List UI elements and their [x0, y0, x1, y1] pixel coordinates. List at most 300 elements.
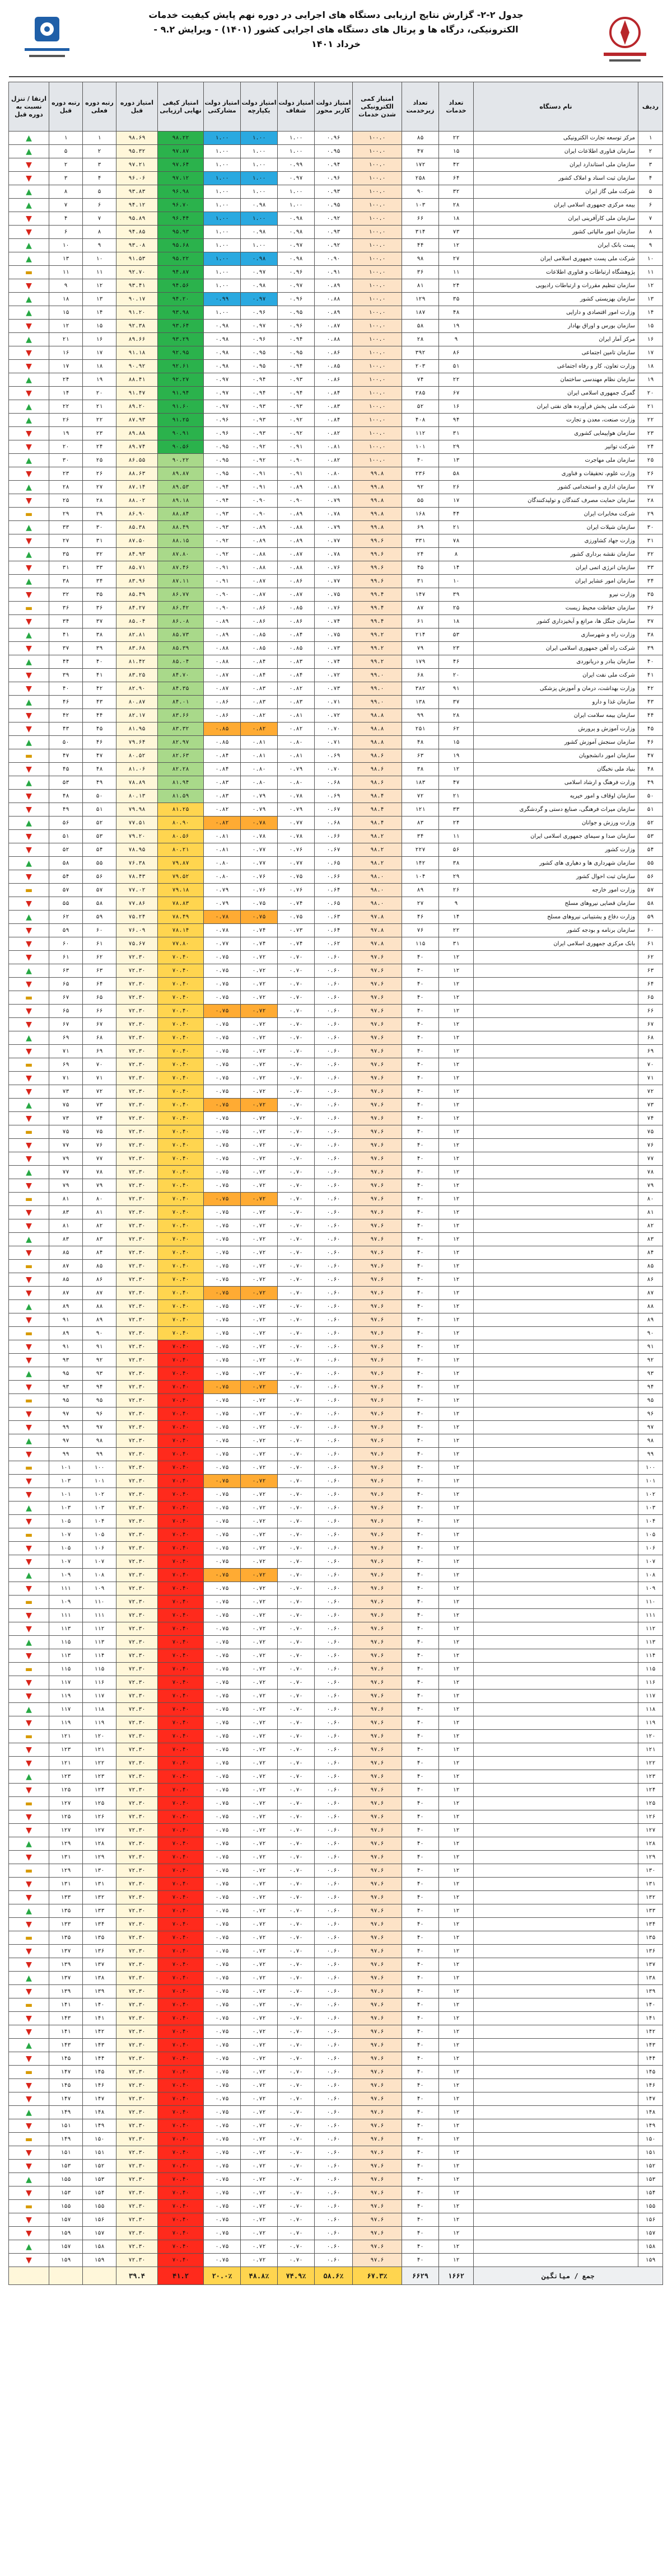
cell-sub-services-count: ۴۰	[402, 1703, 439, 1716]
cell-participatory-score: ۰.۷۵	[204, 1327, 241, 1340]
cell-user-score: ۰.۸۹	[315, 306, 353, 320]
cell-previous-rank: ۴۳	[49, 722, 83, 736]
cell-previous-rank: ۹۷	[49, 1407, 83, 1421]
cell-previous-score: ۷۲.۳۰	[116, 1031, 158, 1045]
cell-integrated-score: ۰.۷۲	[241, 1018, 278, 1031]
cell-sub-services-count: ۴۰	[402, 1797, 439, 1810]
cell-services-count: ۱۲	[439, 2092, 474, 2106]
cell-current-rank: ۱۹	[83, 373, 116, 387]
table-row	[9, 1810, 663, 1824]
cell-final-score: ۷۰.۴۰	[158, 1730, 204, 1743]
rank-same-icon: ▬	[25, 2000, 33, 2010]
cell-final-score: ۷۰.۴۰	[158, 2133, 204, 2146]
cell-participatory-score: ۰.۷۵	[204, 1810, 241, 1824]
cell-participatory-score: ۰.۷۵	[204, 1354, 241, 1367]
cell-user-score: ۰.۶۰	[315, 1058, 353, 1072]
cell-previous-rank: ۶۱	[49, 951, 83, 964]
cell-transparent-score: ۰.۷۰	[278, 1824, 315, 1837]
col-previous-rank: رتبه دوره قبل	[49, 82, 83, 132]
cell-sub-services-count: ۴۰	[402, 2025, 439, 2039]
rank-up-arrow-icon: ▲	[26, 778, 32, 787]
cell-rank-change	[9, 1045, 49, 1058]
cell-previous-rank: ۱۰۱	[49, 1488, 83, 1502]
cell-current-rank: ۳۹	[83, 642, 116, 655]
cell-previous-rank: ۴۹	[49, 803, 83, 817]
cell-previous-rank: ۹۵	[49, 1394, 83, 1407]
cell-participatory-score: ۰.۷۵	[204, 1945, 241, 1958]
cell-previous-score: ۷۷.۵۱	[116, 817, 158, 830]
cell-quant-score: ۹۸.۶	[353, 763, 402, 776]
cell-participatory-score: ۰.۷۵	[204, 964, 241, 978]
cell-quant-score: ۱۰۰.۰	[353, 226, 402, 239]
cell-quant-score: ۱۰۰.۰	[353, 212, 402, 226]
cell-transparent-score: ۰.۷۰	[278, 1649, 315, 1663]
cell-final-score: ۸۵.۷۳	[158, 628, 204, 642]
cell-transparent-score: ۱.۰۰	[278, 185, 315, 199]
cell-previous-rank: ۷۳	[49, 1112, 83, 1125]
cell-organization-name	[474, 1112, 638, 1125]
cell-previous-rank: ۱۴۱	[49, 2025, 83, 2039]
cell-previous-rank: ۱۲	[49, 320, 83, 333]
table-row	[9, 1569, 663, 1582]
cell-participatory-score: ۰.۸۶	[204, 709, 241, 722]
cell-integrated-score: ۰.۷۸	[241, 830, 278, 843]
cell-user-score: ۰.۶۷	[315, 843, 353, 857]
cell-previous-rank: ۸۷	[49, 1287, 83, 1300]
cell-row-number: ۱۵۹	[638, 2254, 663, 2267]
cell-transparent-score: ۰.۹۷	[278, 279, 315, 293]
cell-previous-rank: ۱۱۱	[49, 1582, 83, 1596]
cell-services-count: ۲۱	[439, 790, 474, 803]
cell-quant-score: ۹۸.۸	[353, 736, 402, 749]
cell-current-rank: ۵۶	[83, 870, 116, 884]
table-row	[9, 1784, 663, 1797]
cell-integrated-score: ۱.۰۰	[241, 158, 278, 172]
cell-services-count: ۶۷	[439, 387, 474, 400]
cell-row-number: ۱۰۲	[638, 1488, 663, 1502]
cell-quant-score: ۱۰۰.۰	[353, 132, 402, 145]
cell-row-number: ۱۱۲	[638, 1622, 663, 1636]
cell-current-rank: ۲۰	[83, 387, 116, 400]
cell-transparent-score: ۰.۷۰	[278, 2240, 315, 2254]
cell-quant-score: ۹۸.۸	[353, 709, 402, 722]
cell-user-score: ۰.۶۰	[315, 991, 353, 1005]
cell-current-rank: ۷۱	[83, 1072, 116, 1085]
cell-sub-services-count: ۳۸	[402, 763, 439, 776]
cell-organization-name: وزارت جهاد کشاورزی	[474, 534, 638, 548]
cell-organization-name	[474, 2025, 638, 2039]
cell-row-number: ۱۴۲	[638, 2025, 663, 2039]
cell-transparent-score: ۰.۷۰	[278, 1381, 315, 1394]
cell-transparent-score: ۰.۷۰	[278, 1273, 315, 1287]
cell-services-count: ۱۲	[439, 1891, 474, 1904]
cell-current-rank: ۹۲	[83, 1354, 116, 1367]
cell-sub-services-count: ۴۰	[402, 1998, 439, 2012]
cell-final-score: ۷۰.۴۰	[158, 1475, 204, 1488]
cell-previous-score: ۷۲.۳۰	[116, 1703, 158, 1716]
cell-participatory-score: ۰.۸۱	[204, 843, 241, 857]
cell-sub-services-count: ۴۰	[402, 1891, 439, 1904]
cell-quant-score: ۱۰۰.۰	[353, 239, 402, 252]
cell-row-number: ۶	[638, 199, 663, 212]
cell-integrated-score: ۱.۰۰	[241, 212, 278, 226]
cell-transparent-score: ۰.۷۰	[278, 1716, 315, 1730]
cell-sub-services-count: ۴۰	[402, 1448, 439, 1461]
cell-final-score: ۷۰.۴۰	[158, 1219, 204, 1233]
cell-sub-services-count: ۴۶	[402, 911, 439, 924]
cell-sub-services-count: ۱۸۷	[402, 306, 439, 320]
rank-up-arrow-icon: ▲	[26, 2040, 32, 2050]
cell-previous-score: ۷۲.۳۰	[116, 1596, 158, 1609]
cell-row-number: ۱۰۷	[638, 1555, 663, 1569]
cell-participatory-score: ۰.۸۸	[204, 642, 241, 655]
cell-participatory-score: ۰.۷۵	[204, 1367, 241, 1381]
totals-participatory: ۲۰.۰٪	[204, 2267, 241, 2285]
cell-rank-change	[9, 346, 49, 360]
cell-sub-services-count: ۴۰	[402, 1166, 439, 1179]
table-row	[9, 521, 663, 534]
cell-participatory-score: ۰.۷۵	[204, 2012, 241, 2025]
table-row	[9, 1931, 663, 1945]
cell-current-rank: ۶۱	[83, 937, 116, 951]
cell-quant-score: ۹۷.۶	[353, 1273, 402, 1287]
cell-organization-name	[474, 1958, 638, 1972]
cell-previous-score: ۷۲.۳۰	[116, 1313, 158, 1327]
cell-integrated-score: ۰.۷۲	[241, 2160, 278, 2173]
rank-down-arrow-icon: ▼	[26, 227, 32, 237]
cell-services-count: ۵۱	[439, 360, 474, 373]
cell-rank-change	[9, 1663, 49, 1676]
cell-participatory-score: ۰.۹۰	[204, 588, 241, 602]
cell-transparent-score: ۰.۷۰	[278, 2039, 315, 2052]
cell-final-score: ۸۶.۷۷	[158, 588, 204, 602]
cell-previous-score: ۸۰.۵۲	[116, 749, 158, 763]
cell-transparent-score: ۰.۹۵	[278, 346, 315, 360]
cell-services-count: ۱۷	[439, 494, 474, 508]
cell-current-rank: ۴۱	[83, 669, 116, 682]
cell-current-rank: ۸۲	[83, 1219, 116, 1233]
cell-previous-rank: ۷۹	[49, 1179, 83, 1193]
table-row	[9, 293, 663, 306]
cell-previous-score: ۸۸.۰۲	[116, 494, 158, 508]
cell-user-score: ۰.۷۵	[315, 588, 353, 602]
cell-previous-rank: ۹۹	[49, 1421, 83, 1434]
cell-services-count: ۱۲	[439, 1515, 474, 1528]
cell-rank-change	[9, 1179, 49, 1193]
cell-services-count: ۵۳	[439, 628, 474, 642]
cell-rank-change	[9, 548, 49, 561]
table-row	[9, 1206, 663, 1219]
cell-sub-services-count: ۴۰	[402, 951, 439, 964]
rank-down-arrow-icon: ▼	[26, 899, 32, 908]
cell-rank-change	[9, 1005, 49, 1018]
cell-integrated-score: ۰.۷۲	[241, 1743, 278, 1757]
table-row	[9, 1663, 663, 1676]
cell-services-count: ۲۸	[439, 709, 474, 722]
rank-up-arrow-icon: ▲	[26, 133, 32, 143]
cell-row-number: ۱۱۳	[638, 1636, 663, 1649]
cell-previous-rank: ۱۳۵	[49, 1904, 83, 1918]
rank-down-arrow-icon: ▼	[26, 1691, 32, 1701]
cell-current-rank: ۵۰	[83, 790, 116, 803]
cell-sub-services-count: ۲۰۳	[402, 360, 439, 373]
cell-previous-score: ۷۲.۳۰	[116, 2213, 158, 2227]
cell-previous-score: ۷۲.۳۰	[116, 1931, 158, 1945]
cell-quant-score: ۹۷.۶	[353, 1716, 402, 1730]
cell-user-score: ۰.۷۲	[315, 669, 353, 682]
cell-sub-services-count: ۷۴	[402, 373, 439, 387]
cell-final-score: ۹۲.۶۱	[158, 360, 204, 373]
cell-row-number: ۳۱	[638, 534, 663, 548]
cell-sub-services-count: ۳۱	[402, 575, 439, 588]
cell-sub-services-count: ۴۰	[402, 1018, 439, 1031]
rank-down-arrow-icon: ▼	[26, 1758, 32, 1768]
cell-current-rank: ۱	[83, 132, 116, 145]
table-row	[9, 1313, 663, 1327]
cell-previous-score: ۷۲.۳۰	[116, 1649, 158, 1663]
cell-previous-score: ۷۲.۳۰	[116, 1112, 158, 1125]
cell-quant-score: ۱۰۰.۰	[353, 279, 402, 293]
cell-rank-change	[9, 1797, 49, 1810]
rank-down-arrow-icon: ▼	[26, 1893, 32, 1902]
cell-services-count: ۱۴	[439, 911, 474, 924]
cell-sub-services-count: ۴۰	[402, 1690, 439, 1703]
rank-down-arrow-icon: ▼	[26, 2161, 32, 2171]
cell-current-rank: ۵۷	[83, 884, 116, 897]
cell-sub-services-count: ۴۰	[402, 1958, 439, 1972]
cell-rank-change	[9, 1072, 49, 1085]
cell-services-count: ۲۰	[439, 669, 474, 682]
cell-final-score: ۸۱.۹۴	[158, 776, 204, 790]
cell-services-count: ۳۳	[439, 803, 474, 817]
cell-participatory-score: ۰.۹۰	[204, 602, 241, 615]
cell-rank-change	[9, 1058, 49, 1072]
cell-row-number: ۲۸	[638, 494, 663, 508]
cell-participatory-score: ۰.۷۵	[204, 1622, 241, 1636]
cell-organization-name	[474, 1488, 638, 1502]
cell-integrated-score: ۰.۷۲	[241, 1246, 278, 1260]
cell-transparent-score: ۰.۷۰	[278, 1085, 315, 1099]
cell-integrated-score: ۰.۷۲	[241, 1287, 278, 1300]
cell-participatory-score: ۰.۹۳	[204, 521, 241, 534]
table-row	[9, 226, 663, 239]
cell-transparent-score: ۱.۰۰	[278, 199, 315, 212]
cell-final-score: ۹۷.۶۴	[158, 158, 204, 172]
cell-participatory-score: ۰.۷۵	[204, 1340, 241, 1354]
cell-quant-score: ۹۷.۶	[353, 1488, 402, 1502]
cell-services-count: ۱۲	[439, 1985, 474, 1998]
table-row	[9, 1690, 663, 1703]
table-row	[9, 320, 663, 333]
cell-previous-rank: ۱۲۹	[49, 1864, 83, 1878]
cell-quant-score: ۹۸.۶	[353, 749, 402, 763]
cell-quant-score: ۹۹.۸	[353, 467, 402, 481]
cell-services-count: ۱۲	[439, 1246, 474, 1260]
cell-rank-change	[9, 897, 49, 911]
cell-sub-services-count: ۴۰	[402, 1596, 439, 1609]
cell-previous-rank: ۸۷	[49, 1260, 83, 1273]
cell-organization-name: سازمان امور مالیاتی کشور	[474, 226, 638, 239]
cell-current-rank: ۶	[83, 199, 116, 212]
cell-final-score: ۷۰.۴۰	[158, 1381, 204, 1394]
table-row	[9, 306, 663, 320]
cell-previous-rank: ۱۵۱	[49, 2146, 83, 2160]
cell-participatory-score: ۰.۷۵	[204, 1112, 241, 1125]
cell-previous-score: ۷۲.۳۰	[116, 1851, 158, 1864]
cell-previous-rank: ۴۲	[49, 709, 83, 722]
cell-organization-name	[474, 1421, 638, 1434]
cell-current-rank: ۸	[83, 226, 116, 239]
table-row	[9, 857, 663, 870]
table-row	[9, 682, 663, 696]
cell-integrated-score: ۰.۷۲	[241, 1193, 278, 1206]
cell-transparent-score: ۰.۷۵	[278, 870, 315, 884]
cell-services-count: ۱۱	[439, 266, 474, 279]
cell-row-number: ۱۵۷	[638, 2227, 663, 2240]
cell-final-score: ۷۰.۴۰	[158, 1313, 204, 1327]
cell-sub-services-count: ۴۰	[402, 1502, 439, 1515]
cell-current-rank: ۱۴۱	[83, 2012, 116, 2025]
cell-transparent-score: ۰.۷۰	[278, 1958, 315, 1972]
cell-rank-change	[9, 602, 49, 615]
table-row	[9, 1676, 663, 1690]
cell-participatory-score: ۰.۷۵	[204, 1260, 241, 1273]
cell-participatory-score: ۰.۸۷	[204, 669, 241, 682]
rank-down-arrow-icon: ▼	[26, 429, 32, 438]
cell-integrated-score: ۰.۹۱	[241, 467, 278, 481]
cell-previous-score: ۹۱.۱۸	[116, 346, 158, 360]
cell-services-count: ۱۲	[439, 1058, 474, 1072]
table-row	[9, 1515, 663, 1528]
cell-user-score: ۰.۷۱	[315, 696, 353, 709]
cell-integrated-score: ۰.۷۲	[241, 1112, 278, 1125]
cell-previous-rank: ۱۱۷	[49, 1703, 83, 1716]
cell-organization-name	[474, 1273, 638, 1287]
cell-quant-score: ۹۹.۶	[353, 548, 402, 561]
rank-down-arrow-icon: ▼	[26, 2094, 32, 2104]
cell-previous-rank: ۵۹	[49, 924, 83, 937]
cell-transparent-score: ۰.۹۰	[278, 454, 315, 467]
cell-participatory-score: ۰.۷۵	[204, 2200, 241, 2213]
cell-quant-score: ۹۷.۶	[353, 1354, 402, 1367]
cell-row-number: ۴۶	[638, 736, 663, 749]
report-title-line3: خرداد ۱۴۰۱	[311, 39, 361, 49]
cell-rank-change	[9, 803, 49, 817]
cell-participatory-score: ۰.۹۵	[204, 454, 241, 467]
cell-final-score: ۹۴.۲۰	[158, 293, 204, 306]
cell-transparent-score: ۰.۷۰	[278, 1542, 315, 1555]
cell-user-score: ۰.۷۳	[315, 642, 353, 655]
cell-row-number: ۶۴	[638, 978, 663, 991]
cell-sub-services-count: ۴۰	[402, 1407, 439, 1421]
cell-sub-services-count: ۲۵۸	[402, 172, 439, 185]
cell-user-score: ۰.۶۰	[315, 951, 353, 964]
cell-participatory-score: ۰.۷۵	[204, 1179, 241, 1193]
cell-row-number: ۱۲۷	[638, 1824, 663, 1837]
cell-organization-name: سازمان بورس و اوراق بهادار	[474, 320, 638, 333]
cell-sub-services-count: ۴۰	[402, 1636, 439, 1649]
cell-row-number: ۶۸	[638, 1031, 663, 1045]
rank-up-arrow-icon: ▲	[26, 456, 32, 465]
cell-sub-services-count: ۱۲۱	[402, 803, 439, 817]
cell-participatory-score: ۰.۸۲	[204, 817, 241, 830]
cell-transparent-score: ۰.۷۰	[278, 1582, 315, 1596]
table-row	[9, 252, 663, 266]
cell-user-score: ۰.۶۰	[315, 1918, 353, 1931]
cell-current-rank: ۴۹	[83, 776, 116, 790]
cell-current-rank: ۳	[83, 158, 116, 172]
cell-transparent-score: ۰.۷۰	[278, 2092, 315, 2106]
cell-sub-services-count: ۲۱۴	[402, 628, 439, 642]
cell-final-score: ۷۹.۱۸	[158, 884, 204, 897]
cell-participatory-score: ۰.۹۳	[204, 508, 241, 521]
cell-final-score: ۷۰.۴۰	[158, 2186, 204, 2200]
cell-participatory-score: ۰.۷۵	[204, 2066, 241, 2079]
cell-rank-change	[9, 212, 49, 226]
rank-same-icon: ▬	[25, 1933, 33, 1942]
cell-transparent-score: ۰.۷۰	[278, 1864, 315, 1878]
rank-down-arrow-icon: ▼	[26, 281, 32, 290]
cell-organization-name: وزارت ورزش و جوانان	[474, 817, 638, 830]
cell-organization-name	[474, 1945, 638, 1958]
cell-final-score: ۸۶.۴۲	[158, 602, 204, 615]
cell-organization-name: وزارت نیرو	[474, 588, 638, 602]
cell-quant-score: ۹۷.۶	[353, 2173, 402, 2186]
cell-previous-rank: ۳۸	[49, 575, 83, 588]
cell-services-count: ۱۲	[439, 1300, 474, 1313]
rank-up-arrow-icon: ▲	[26, 1436, 32, 1446]
rank-down-arrow-icon: ▼	[26, 2081, 32, 2090]
cell-current-rank: ۱۳۷	[83, 1958, 116, 1972]
cell-organization-name	[474, 1246, 638, 1260]
cell-user-score: ۰.۶۰	[315, 1287, 353, 1300]
cell-quant-score: ۱۰۰.۰	[353, 158, 402, 172]
cell-user-score: ۰.۷۳	[315, 682, 353, 696]
cell-previous-rank: ۱۳۵	[49, 1931, 83, 1945]
table-row	[9, 494, 663, 508]
cell-transparent-score: ۰.۷۰	[278, 1488, 315, 1502]
cell-current-rank: ۷۵	[83, 1125, 116, 1139]
cell-organization-name	[474, 1219, 638, 1233]
table-row	[9, 1904, 663, 1918]
cell-rank-change	[9, 857, 49, 870]
cell-current-rank: ۱۵۴	[83, 2186, 116, 2200]
cell-integrated-score: ۰.۹۸	[241, 199, 278, 212]
table-row	[9, 1018, 663, 1031]
cell-organization-name: شرکت ملی پخش فرآورده های نفتی ایران	[474, 400, 638, 414]
cell-previous-rank: ۸۵	[49, 1273, 83, 1287]
cell-sub-services-count: ۴۰	[402, 1193, 439, 1206]
cell-sub-services-count: ۲۳۶	[402, 467, 439, 481]
cell-row-number: ۱۰۴	[638, 1515, 663, 1528]
cell-quant-score: ۹۸.۲	[353, 843, 402, 857]
rank-down-arrow-icon: ▼	[26, 1248, 32, 1257]
cell-quant-score: ۹۷.۶	[353, 1340, 402, 1354]
cell-row-number: ۱۲	[638, 279, 663, 293]
cell-integrated-score: ۰.۷۲	[241, 1864, 278, 1878]
cell-rank-change	[9, 2186, 49, 2200]
cell-row-number: ۲۱	[638, 400, 663, 414]
cell-current-rank: ۴۷	[83, 749, 116, 763]
cell-user-score: ۰.۶۰	[315, 1945, 353, 1958]
cell-rank-change	[9, 1206, 49, 1219]
cell-current-rank: ۱۴۳	[83, 2039, 116, 2052]
cell-transparent-score: ۰.۷۰	[278, 1528, 315, 1542]
cell-services-count: ۲۳	[439, 642, 474, 655]
cell-previous-score: ۷۲.۳۰	[116, 1434, 158, 1448]
rank-up-arrow-icon: ▲	[26, 335, 32, 344]
cell-quant-score: ۹۷.۶	[353, 2240, 402, 2254]
